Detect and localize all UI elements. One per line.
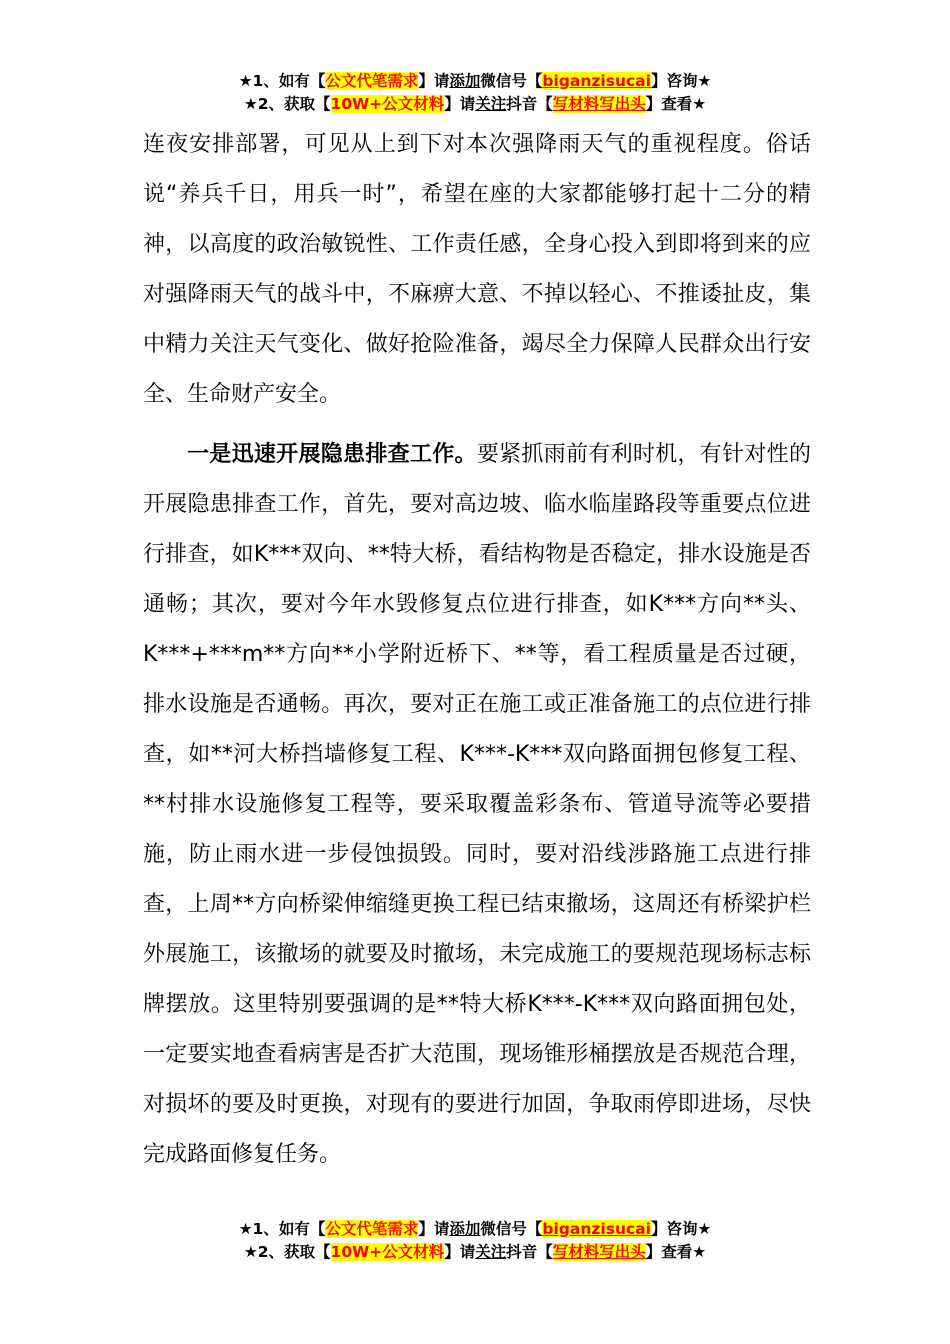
footer-line-2-suffix: 】查看★	[645, 1243, 707, 1261]
footer-line-1-mid: 】请	[418, 1220, 450, 1238]
header-line-1	[0, 70, 950, 93]
header-wechat-id[interactable]: biganzisucai	[542, 72, 651, 90]
header-douyin-account[interactable]: 写材料写出头	[552, 95, 646, 113]
header-line-2-mid2: 抖音【	[506, 95, 553, 113]
header-line-1-mid2: 微信号【	[480, 72, 543, 90]
document-body	[143, 120, 811, 1180]
header-highlight-ghostwriting: 公文代笔需求	[325, 72, 419, 90]
footer-line-1-suffix: 】咨询★	[650, 1220, 712, 1238]
footer-highlight-materials: 10W+公文材料	[330, 1243, 445, 1261]
header-underlined-follow: 关注	[475, 95, 507, 113]
footer-line-1-mid2: 微信号【	[480, 1220, 543, 1238]
header-line-1-prefix: ★1、如有【	[238, 72, 326, 90]
header-underlined-add: 添加	[449, 72, 481, 90]
header-line-1-suffix: 】咨询★	[650, 72, 712, 90]
footer-highlight-ghostwriting: 公文代笔需求	[325, 1220, 419, 1238]
footer-line-1-prefix: ★1、如有【	[238, 1220, 326, 1238]
header-line-2-mid: 】请	[444, 95, 476, 113]
header-line-2-suffix: 】查看★	[645, 95, 707, 113]
footer-underlined-add: 添加	[449, 1220, 481, 1238]
header-line-1-mid: 】请	[418, 72, 450, 90]
footer-wechat-id[interactable]: biganzisucai	[542, 1220, 651, 1238]
footer-line-2-prefix: ★2、获取【	[243, 1243, 331, 1261]
footer-line-2-mid: 】请	[444, 1243, 476, 1261]
body-paragraph-2-text: 要紧抓雨前有利时机，有针对性的开展隐患排查工作，首先，要对高边坡、临水临崖路段等重要点位进行排查，如K***双向、**特大桥，看结构物是否稳定，排水设施是否通畅；其次，要对今年水毁修复点位进行排查，如K***方向**头、K***+***m**方向**小学附近桥下、**等，看工程质量是否过硬，排水设施是否通畅。再次，要对正在施工或正准备施工的点位进行排查，如**河大桥挡墙修复工程、K***-K***双向路面拥包修复工程、**村排水设施修复工程等，要采取覆盖彩条布、管道导流等必要措施，防止雨水进一步侵蚀损毁。同时，要对沿线涉路施工点进行排查，上周**方向桥梁伸缩缝更换工程已结束撤场，这周还有桥梁护栏外展施工，该撤场的就要及时撤场，未完成施工的要规范现场标志标牌摆放。这里特别要强调的是**特大桥K***-K***双向路面拥包处，一定要实地查看病害是否扩大范围，现场锥形桶摆放是否规范合理，对损坏的要及时更换，对现有的要进行加固，争取雨停即进场，尽快完成路面修复任务。	[143, 442, 811, 1167]
footer-underlined-follow: 关注	[475, 1243, 507, 1261]
body-paragraph-2	[143, 430, 811, 1180]
header-highlight-materials: 10W+公文材料	[330, 95, 445, 113]
footer-banner	[0, 1218, 950, 1264]
section-heading-hazard-inspection: 一是迅速开展隐患排查工作。	[187, 442, 477, 467]
footer-line-2-mid2: 抖音【	[506, 1243, 553, 1261]
header-line-2	[0, 93, 950, 116]
body-paragraph-1: 连夜安排部署，可见从上到下对本次强降雨天气的重视程度。俗话说“养兵千日，用兵一时”，希望在座的大家都能够打起十二分的精神，以高度的政治敏锐性、工作责任感，全身心投入到即将到来的应对强降雨天气的战斗中，不麻痹大意、不掉以轻心、不推诿扯皮，集中精力关注天气变化、做好抢险准备，竭尽全力保障人民群众出行安全、生命财产安全。	[143, 132, 811, 407]
header-banner	[0, 70, 950, 116]
footer-line-2	[0, 1241, 950, 1264]
header-line-2-prefix: ★2、获取【	[243, 95, 331, 113]
footer-douyin-account[interactable]: 写材料写出头	[552, 1243, 646, 1261]
footer-line-1	[0, 1218, 950, 1241]
